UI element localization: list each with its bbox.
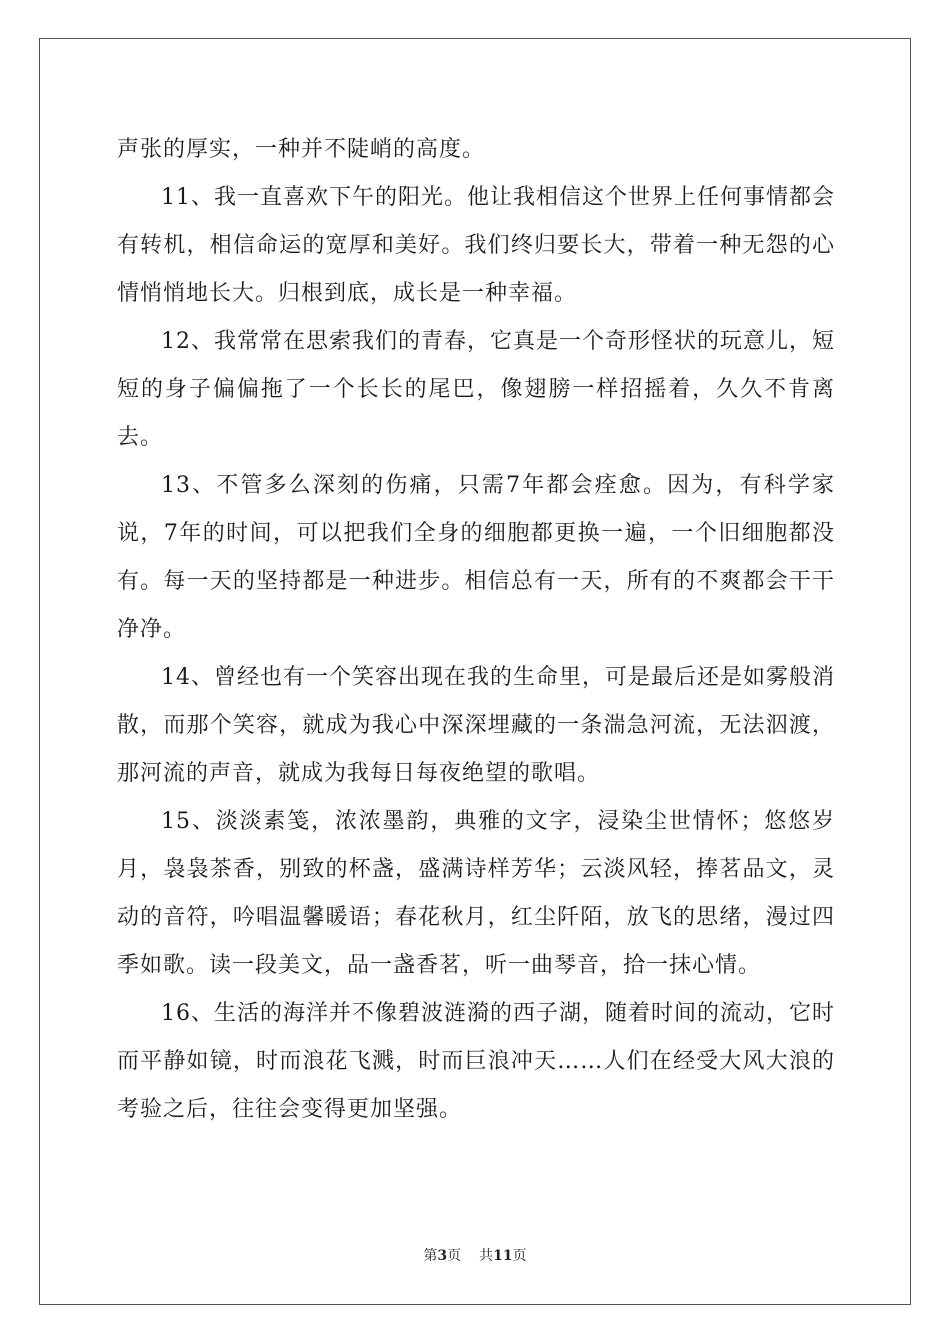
page-footer <box>0 1246 950 1266</box>
paragraph-continuation: 声张的厚实，一种并不陡峭的高度。 <box>117 137 486 162</box>
total-pages: 11 <box>493 1248 513 1264</box>
paragraph-15: 15、淡淡素笺，浓浓墨韵，典雅的文字，浸染尘世情怀；悠悠岁月，袅袅茶香，别致的杯盏，盛满诗样芳华；云淡风轻，捧茗品文，灵动的音符，吟唱温馨暖语；春花秋月，红尘阡陌，放飞的思绪，漫过四季如歌。读一段美文，品一盏香茗，听一曲琴音，拾一抹心情。 <box>117 809 835 978</box>
paragraph-11: 11、我一直喜欢下午的阳光。他让我相信这个世界上任何事情都会有转机，相信命运的宽厚和美好。我们终归要长大，带着一种无怨的心情悄悄地长大。归根到底，成长是一种幸福。 <box>117 185 835 306</box>
paragraph-16: 16、生活的海洋并不像碧波涟漪的西子湖，随着时间的流动，它时而平静如镜，时而浪花飞溅，时而巨浪冲天……人们在经受大风大浪的考验之后，往往会变得更加坚强。 <box>117 1001 835 1122</box>
document-body <box>117 126 835 1134</box>
page-suffix: 页 <box>447 1248 462 1264</box>
paragraph-13: 13、不管多么深刻的伤痛，只需7年都会痊愈。因为，有科学家说，7年的时间，可以把我们全身的细胞都更换一遍，一个旧细胞都没有。每一天的坚持都是一种进步。相信总有一天，所有的不爽都会干干净净。 <box>117 473 835 642</box>
paragraph-12: 12、我常常在思索我们的青春，它真是一个奇形怪状的玩意儿，短短的身子偏偏拖了一个长长的尾巴，像翅膀一样招摇着，久久不肯离去。 <box>117 329 835 450</box>
paragraph-14: 14、曾经也有一个笑容出现在我的生命里，可是最后还是如雾般消散，而那个笑容，就成为我心中深深埋藏的一条湍急河流，无法泅渡，那河流的声音，就成为我每日每夜绝望的歌唱。 <box>117 665 835 786</box>
total-prefix: 共 <box>479 1248 494 1264</box>
page-prefix: 第 <box>423 1248 438 1264</box>
page-number: 3 <box>437 1248 448 1264</box>
total-suffix: 页 <box>512 1248 527 1264</box>
